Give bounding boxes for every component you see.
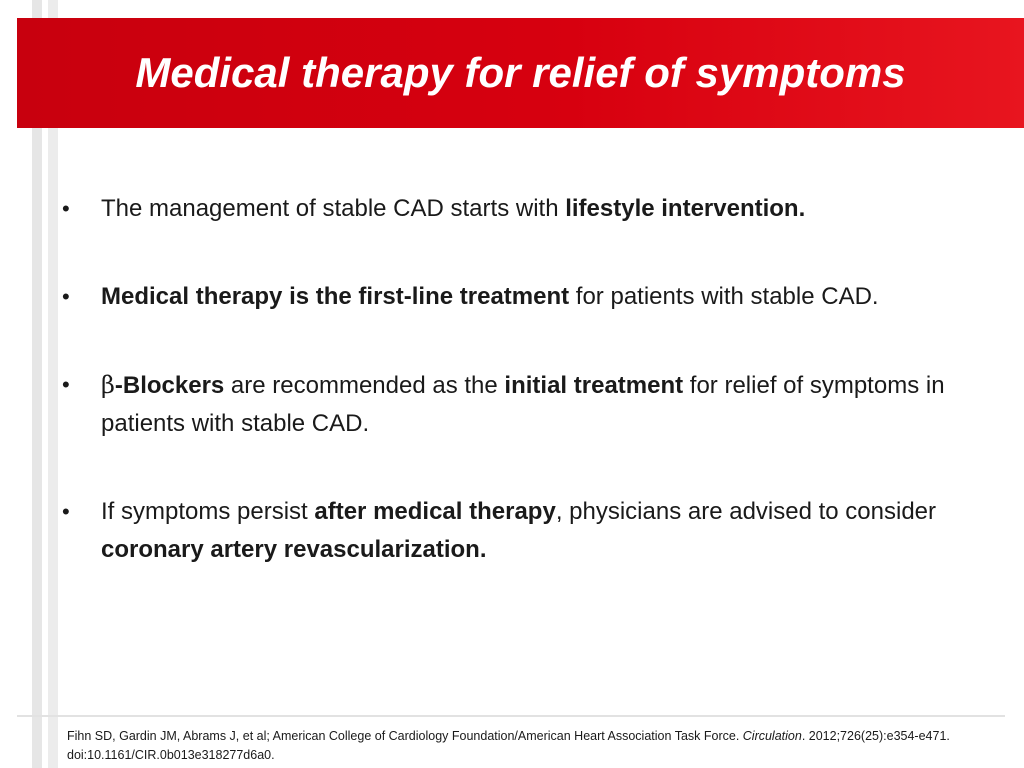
bullet-emphasis: after medical therapy bbox=[314, 498, 556, 525]
citation-details: . 2012;726(25):e354-e471. doi:10.1161/CIR.0b013e318277d6a0. bbox=[67, 729, 950, 762]
bullet-list bbox=[60, 190, 980, 569]
bullet-text: for relief of symptoms in patients with stable CAD. bbox=[101, 372, 945, 437]
bullet-item bbox=[60, 493, 980, 569]
bullet-text: , physicians are advised to consider bbox=[555, 498, 937, 525]
bullet-text: for patients with stable CAD. bbox=[569, 283, 879, 310]
bullet-text: If symptoms persist bbox=[101, 498, 315, 525]
bullet-text: β bbox=[101, 371, 115, 399]
bullet-text: are recommended as the bbox=[224, 372, 505, 399]
footer-divider bbox=[17, 715, 1005, 717]
citation-text: Fihn SD, Gardin JM, Abrams J, et al; American College of Cardiology Foundation/American Heart Association Task Force. bbox=[67, 729, 743, 743]
slide-title: Medical therapy for relief of symptoms bbox=[135, 49, 906, 96]
bullet-marker: • bbox=[62, 372, 70, 397]
bullet-item bbox=[60, 190, 980, 228]
bullet-emphasis: lifestyle intervention. bbox=[565, 195, 806, 222]
citation bbox=[67, 727, 967, 765]
bullet-emphasis: initial treatment bbox=[504, 372, 684, 399]
bullet-emphasis: Medical therapy is the first-line treatment bbox=[101, 283, 570, 310]
bullet-item bbox=[60, 278, 980, 316]
bullet-text: The management of stable CAD starts with bbox=[101, 195, 566, 222]
bullet-item bbox=[60, 366, 980, 443]
bullet-marker: • bbox=[62, 196, 70, 221]
bullet-marker: • bbox=[62, 284, 70, 309]
bullet-marker: • bbox=[62, 499, 70, 524]
citation-journal: Circulation bbox=[742, 729, 802, 743]
bullet-emphasis: coronary artery revascularization. bbox=[101, 536, 487, 563]
bullet-emphasis: -Blockers bbox=[114, 372, 225, 399]
